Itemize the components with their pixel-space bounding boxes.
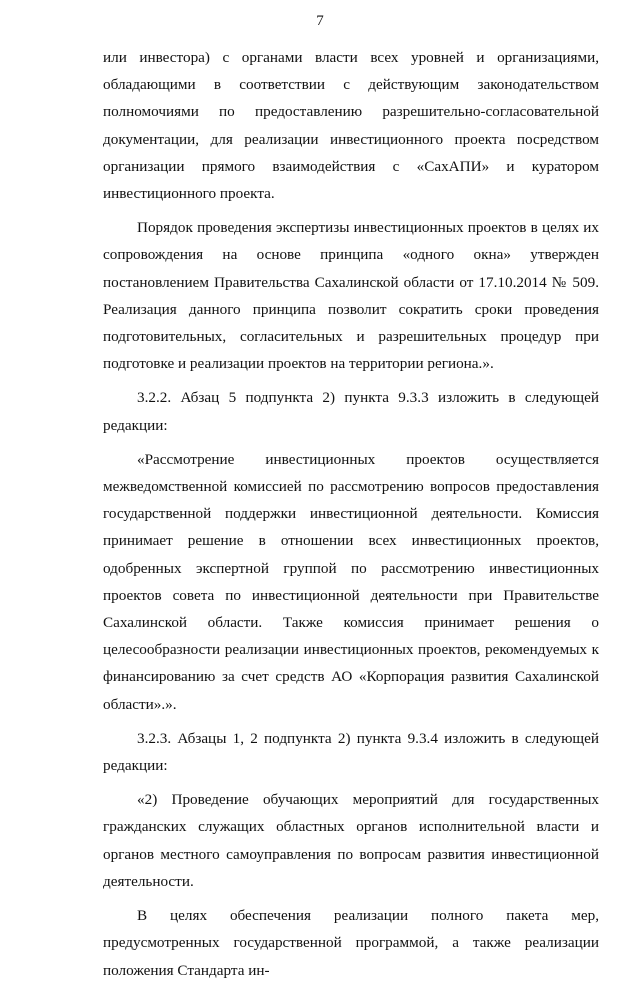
paragraph-2: Порядок проведения экспертизы инвестиционных проектов в целях их сопровождения на основе принципа «одного окна» утвержден постановлением Правительства Сахалинской области от 17.10.2014 № 509. Реализация данного принципа позволит сократить сроки проведения подготовительных, согласительных и разрешительных процедур при подготовке и реализации проектов на территории региона.». (103, 219, 599, 373)
paragraph-7: В целях обеспечения реализации полного пакета мер, предусмотренных государственной программой, а также реализации положения Стандарта ин- (103, 907, 599, 979)
document-body (103, 44, 599, 984)
paragraph-5: 3.2.3. Абзацы 1, 2 подпункта 2) пункта 9.3.4 изложить в следующей редакции: (103, 729, 599, 775)
page-number: 7 (316, 13, 324, 29)
paragraph-4: «Рассмотрение инвестиционных проектов осуществляется межведомственной комиссией по рассмотрению вопросов предоставления государственной поддержки инвестиционной деятельности. Комиссия принимает решение в отношении всех инвестиционных проектов, одобренных экспертной группой по рассмотрению инвестиционных проектов совета по инвестиционной деятельности при Правительстве Сахалинской области. Также комиссия принимает решения о целесообразности реализации инвестиционных проектов, рекомендуемых к финансированию за счет средств АО «Корпорация развития Сахалинской области».». (103, 450, 599, 713)
paragraph-6: «2) Проведение обучающих мероприятий для государственных гражданских служащих областных органов исполнительной власти и органов местного самоуправления по вопросам развития инвестиционной деятельности. (103, 791, 599, 890)
paragraph-1: или инвестора) с органами власти всех уровней и организациями, обладающими в соответствии с действующим законодательством полномочиями по предоставлению разрешительно-согласовательной документации, для реализации инвестиционного проекта посредством организации прямого взаимодействия с «СахАПИ» и куратором инвестиционного проекта. (103, 49, 599, 203)
paragraph-3: 3.2.2. Абзац 5 подпункта 2) пункта 9.3.3 изложить в следующей редакции: (103, 389, 599, 434)
